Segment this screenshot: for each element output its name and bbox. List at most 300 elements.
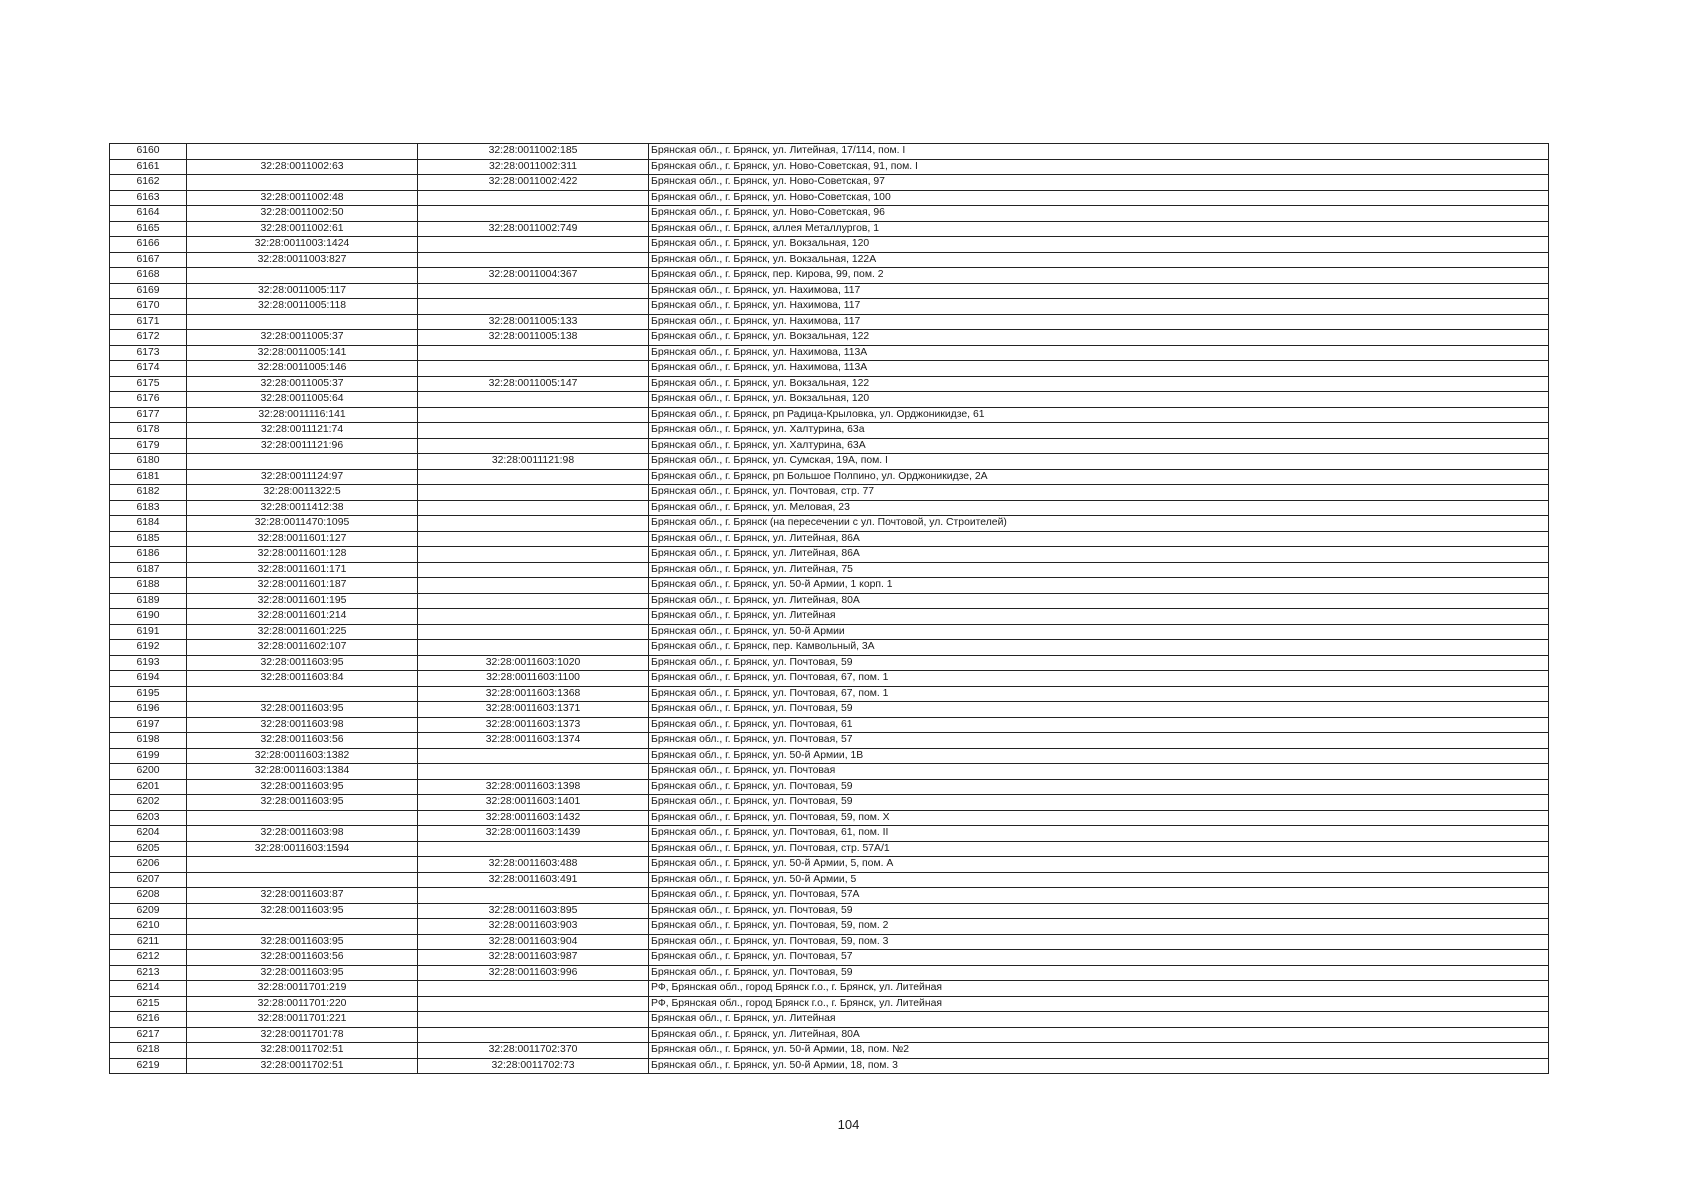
table-row	[110, 1027, 1549, 1043]
land-cadastral-number-cell: 32:28:0011702:51	[187, 1043, 418, 1059]
object-cadastral-number-cell: 32:28:0011603:904	[418, 934, 649, 950]
address-cell: Брянская обл., г. Брянск, ул. Ново-Советская, 97	[649, 175, 1549, 191]
land-cadastral-number-cell	[187, 857, 418, 873]
object-cadastral-number-cell	[418, 500, 649, 516]
land-cadastral-number-cell: 32:28:0011412:38	[187, 500, 418, 516]
address-cell: Брянская обл., г. Брянск, ул. Вокзальная, 122А	[649, 252, 1549, 268]
object-cadastral-number-cell	[418, 981, 649, 997]
table-row	[110, 655, 1549, 671]
row-number-cell: 6199	[110, 748, 187, 764]
land-cadastral-number-cell: 32:28:0011601:171	[187, 562, 418, 578]
table-row	[110, 283, 1549, 299]
land-cadastral-number-cell: 32:28:0011005:37	[187, 376, 418, 392]
land-cadastral-number-cell: 32:28:0011702:51	[187, 1058, 418, 1074]
row-number-cell: 6178	[110, 423, 187, 439]
land-cadastral-number-cell: 32:28:0011701:78	[187, 1027, 418, 1043]
object-cadastral-number-cell: 32:28:0011603:488	[418, 857, 649, 873]
land-cadastral-number-cell: 32:28:0011603:95	[187, 655, 418, 671]
row-number-cell: 6213	[110, 965, 187, 981]
table-row	[110, 1058, 1549, 1074]
table-row	[110, 190, 1549, 206]
address-cell: Брянская обл., г. Брянск, ул. Вокзальная, 120	[649, 237, 1549, 253]
address-cell: Брянская обл., г. Брянск, ул. Литейная, 80А	[649, 1027, 1549, 1043]
object-cadastral-number-cell	[418, 764, 649, 780]
object-cadastral-number-cell	[418, 562, 649, 578]
table-row	[110, 686, 1549, 702]
land-cadastral-number-cell	[187, 872, 418, 888]
address-cell: Брянская обл., г. Брянск, ул. Почтовая, 59, пом. X	[649, 810, 1549, 826]
address-cell: Брянская обл., г. Брянск, ул. 50-й Армии, 18, пом. №2	[649, 1043, 1549, 1059]
row-number-cell: 6171	[110, 314, 187, 330]
object-cadastral-number-cell	[418, 361, 649, 377]
object-cadastral-number-cell	[418, 237, 649, 253]
land-cadastral-number-cell: 32:28:0011005:117	[187, 283, 418, 299]
land-cadastral-number-cell: 32:28:0011603:95	[187, 965, 418, 981]
land-cadastral-number-cell: 32:28:0011121:74	[187, 423, 418, 439]
row-number-cell: 6185	[110, 531, 187, 547]
table-row	[110, 934, 1549, 950]
address-cell: Брянская обл., г. Брянск, ул. Нахимова, 117	[649, 314, 1549, 330]
address-cell: Брянская обл., г. Брянск, рп Радица-Крыловка, ул. Орджоникидзе, 61	[649, 407, 1549, 423]
object-cadastral-number-cell: 32:28:0011603:1401	[418, 795, 649, 811]
object-cadastral-number-cell: 32:28:0011603:1374	[418, 733, 649, 749]
land-cadastral-number-cell: 32:28:0011603:95	[187, 934, 418, 950]
land-cadastral-number-cell: 32:28:0011603:87	[187, 888, 418, 904]
object-cadastral-number-cell	[418, 283, 649, 299]
object-cadastral-number-cell: 32:28:0011603:1398	[418, 779, 649, 795]
address-cell: Брянская обл., г. Брянск, аллея Металлургов, 1	[649, 221, 1549, 237]
table-row	[110, 221, 1549, 237]
land-cadastral-number-cell: 32:28:0011601:187	[187, 578, 418, 594]
address-cell: Брянская обл., г. Брянск, ул. Почтовая, 59	[649, 655, 1549, 671]
address-cell: Брянская обл., г. Брянск, ул. 50-й Армии, 1 корп. 1	[649, 578, 1549, 594]
table-row	[110, 206, 1549, 222]
row-number-cell: 6187	[110, 562, 187, 578]
address-cell: Брянская обл., г. Брянск, пер. Камвольный, 3А	[649, 640, 1549, 656]
row-number-cell: 6162	[110, 175, 187, 191]
table-row	[110, 500, 1549, 516]
page-number: 104	[837, 1117, 860, 1132]
table-row	[110, 624, 1549, 640]
row-number-cell: 6179	[110, 438, 187, 454]
row-number-cell: 6174	[110, 361, 187, 377]
table-row	[110, 392, 1549, 408]
table-row	[110, 981, 1549, 997]
table-row	[110, 609, 1549, 625]
land-cadastral-number-cell	[187, 314, 418, 330]
object-cadastral-number-cell	[418, 888, 649, 904]
land-cadastral-number-cell: 32:28:0011005:146	[187, 361, 418, 377]
land-cadastral-number-cell: 32:28:0011002:48	[187, 190, 418, 206]
registry-table	[109, 143, 1549, 1074]
address-cell: Брянская обл., г. Брянск, ул. 50-й Армии, 5	[649, 872, 1549, 888]
object-cadastral-number-cell	[418, 252, 649, 268]
land-cadastral-number-cell	[187, 268, 418, 284]
row-number-cell: 6202	[110, 795, 187, 811]
address-cell: Брянская обл., г. Брянск, ул. Почтовая, 67, пом. 1	[649, 686, 1549, 702]
row-number-cell: 6203	[110, 810, 187, 826]
object-cadastral-number-cell	[418, 407, 649, 423]
table-row	[110, 903, 1549, 919]
land-cadastral-number-cell: 32:28:0011470:1095	[187, 516, 418, 532]
object-cadastral-number-cell: 32:28:0011002:311	[418, 159, 649, 175]
land-cadastral-number-cell: 32:28:0011005:118	[187, 299, 418, 315]
table-row	[110, 1043, 1549, 1059]
row-number-cell: 6175	[110, 376, 187, 392]
object-cadastral-number-cell	[418, 516, 649, 532]
row-number-cell: 6189	[110, 593, 187, 609]
table-row	[110, 469, 1549, 485]
object-cadastral-number-cell: 32:28:0011005:147	[418, 376, 649, 392]
row-number-cell: 6161	[110, 159, 187, 175]
table-row	[110, 531, 1549, 547]
row-number-cell: 6198	[110, 733, 187, 749]
row-number-cell: 6163	[110, 190, 187, 206]
row-number-cell: 6172	[110, 330, 187, 346]
table-row	[110, 237, 1549, 253]
object-cadastral-number-cell	[418, 624, 649, 640]
table-row	[110, 779, 1549, 795]
object-cadastral-number-cell	[418, 190, 649, 206]
row-number-cell: 6169	[110, 283, 187, 299]
row-number-cell: 6195	[110, 686, 187, 702]
land-cadastral-number-cell	[187, 810, 418, 826]
land-cadastral-number-cell: 32:28:0011003:827	[187, 252, 418, 268]
address-cell: Брянская обл., г. Брянск, ул. Почтовая, 59	[649, 965, 1549, 981]
land-cadastral-number-cell: 32:28:0011002:50	[187, 206, 418, 222]
land-cadastral-number-cell: 32:28:0011002:61	[187, 221, 418, 237]
object-cadastral-number-cell: 32:28:0011004:367	[418, 268, 649, 284]
address-cell: Брянская обл., г. Брянск, ул. Литейная, 17/114, пом. I	[649, 144, 1549, 160]
table-row	[110, 841, 1549, 857]
land-cadastral-number-cell: 32:28:0011116:141	[187, 407, 418, 423]
table-row	[110, 407, 1549, 423]
row-number-cell: 6216	[110, 1012, 187, 1028]
row-number-cell: 6214	[110, 981, 187, 997]
address-cell: РФ, Брянская обл., город Брянск г.о., г. Брянск, ул. Литейная	[649, 996, 1549, 1012]
row-number-cell: 6209	[110, 903, 187, 919]
address-cell: Брянская обл., г. Брянск, ул. Почтовая, 57	[649, 733, 1549, 749]
land-cadastral-number-cell: 32:28:0011701:221	[187, 1012, 418, 1028]
address-cell: Брянская обл., г. Брянск, ул. Меловая, 23	[649, 500, 1549, 516]
land-cadastral-number-cell	[187, 454, 418, 470]
land-cadastral-number-cell: 32:28:0011603:56	[187, 950, 418, 966]
table-row	[110, 330, 1549, 346]
land-cadastral-number-cell	[187, 175, 418, 191]
table-row	[110, 314, 1549, 330]
object-cadastral-number-cell	[418, 423, 649, 439]
land-cadastral-number-cell: 32:28:0011601:128	[187, 547, 418, 563]
object-cadastral-number-cell: 32:28:0011603:1100	[418, 671, 649, 687]
row-number-cell: 6182	[110, 485, 187, 501]
address-cell: Брянская обл., г. Брянск, ул. 50-й Армии, 18, пом. 3	[649, 1058, 1549, 1074]
land-cadastral-number-cell: 32:28:0011601:214	[187, 609, 418, 625]
row-number-cell: 6212	[110, 950, 187, 966]
table-row	[110, 733, 1549, 749]
table-row	[110, 702, 1549, 718]
address-cell: Брянская обл., г. Брянск, ул. Литейная, 75	[649, 562, 1549, 578]
object-cadastral-number-cell	[418, 996, 649, 1012]
table-row	[110, 376, 1549, 392]
object-cadastral-number-cell	[418, 578, 649, 594]
land-cadastral-number-cell: 32:28:0011603:95	[187, 702, 418, 718]
table-row	[110, 144, 1549, 160]
table-row	[110, 965, 1549, 981]
address-cell: Брянская обл., г. Брянск, ул. Литейная, 80А	[649, 593, 1549, 609]
row-number-cell: 6183	[110, 500, 187, 516]
row-number-cell: 6215	[110, 996, 187, 1012]
table-row	[110, 423, 1549, 439]
object-cadastral-number-cell: 32:28:0011603:1432	[418, 810, 649, 826]
address-cell: Брянская обл., г. Брянск, ул. 50-й Армии	[649, 624, 1549, 640]
table-row	[110, 826, 1549, 842]
row-number-cell: 6184	[110, 516, 187, 532]
address-cell: Брянская обл., г. Брянск, ул. 50-й Армии, 1В	[649, 748, 1549, 764]
table-row	[110, 268, 1549, 284]
address-cell: Брянская обл., г. Брянск, ул. Литейная, 86А	[649, 531, 1549, 547]
address-cell: Брянская обл., г. Брянск, ул. Литейная	[649, 1012, 1549, 1028]
table-row	[110, 516, 1549, 532]
address-cell: Брянская обл., г. Брянск, ул. 50-й Армии, 5, пом. А	[649, 857, 1549, 873]
address-cell: Брянская обл., г. Брянск, ул. Почтовая, 61, пом. II	[649, 826, 1549, 842]
object-cadastral-number-cell: 32:28:0011603:903	[418, 919, 649, 935]
address-cell: Брянская обл., г. Брянск, ул. Почтовая, 57	[649, 950, 1549, 966]
land-cadastral-number-cell: 32:28:0011603:98	[187, 826, 418, 842]
address-cell: Брянская обл., г. Брянск, ул. Вокзальная, 122	[649, 376, 1549, 392]
row-number-cell: 6200	[110, 764, 187, 780]
address-cell: Брянская обл., г. Брянск, ул. Вокзальная, 120	[649, 392, 1549, 408]
object-cadastral-number-cell	[418, 640, 649, 656]
object-cadastral-number-cell: 32:28:0011005:133	[418, 314, 649, 330]
land-cadastral-number-cell: 32:28:0011603:84	[187, 671, 418, 687]
table-row	[110, 299, 1549, 315]
land-cadastral-number-cell	[187, 686, 418, 702]
object-cadastral-number-cell: 32:28:0011002:749	[418, 221, 649, 237]
object-cadastral-number-cell: 32:28:0011603:1439	[418, 826, 649, 842]
table-row	[110, 888, 1549, 904]
row-number-cell: 6186	[110, 547, 187, 563]
table-row	[110, 345, 1549, 361]
row-number-cell: 6188	[110, 578, 187, 594]
land-cadastral-number-cell: 32:28:0011603:95	[187, 795, 418, 811]
address-cell: Брянская обл., г. Брянск, ул. Литейная, 86А	[649, 547, 1549, 563]
table-row	[110, 485, 1549, 501]
table-row	[110, 438, 1549, 454]
address-cell: Брянская обл., г. Брянск, ул. Ново-Советская, 96	[649, 206, 1549, 222]
object-cadastral-number-cell	[418, 392, 649, 408]
address-cell: Брянская обл., г. Брянск, ул. Литейная	[649, 609, 1549, 625]
row-number-cell: 6193	[110, 655, 187, 671]
object-cadastral-number-cell: 32:28:0011603:1371	[418, 702, 649, 718]
address-cell: Брянская обл., г. Брянск, ул. Нахимова, 113А	[649, 361, 1549, 377]
table-row	[110, 872, 1549, 888]
address-cell: Брянская обл., г. Брянск, ул. Вокзальная, 122	[649, 330, 1549, 346]
object-cadastral-number-cell: 32:28:0011603:1020	[418, 655, 649, 671]
object-cadastral-number-cell: 32:28:0011702:73	[418, 1058, 649, 1074]
land-cadastral-number-cell: 32:28:0011603:1382	[187, 748, 418, 764]
table-row	[110, 361, 1549, 377]
object-cadastral-number-cell: 32:28:0011005:138	[418, 330, 649, 346]
land-cadastral-number-cell: 32:28:0011121:96	[187, 438, 418, 454]
address-cell: РФ, Брянская обл., город Брянск г.о., г. Брянск, ул. Литейная	[649, 981, 1549, 997]
row-number-cell: 6205	[110, 841, 187, 857]
row-number-cell: 6211	[110, 934, 187, 950]
address-cell: Брянская обл., г. Брянск, ул. Халтурина, 63А	[649, 438, 1549, 454]
land-cadastral-number-cell: 32:28:0011601:195	[187, 593, 418, 609]
address-cell: Брянская обл., г. Брянск, ул. Почтовая, 59, пом. 3	[649, 934, 1549, 950]
address-cell: Брянская обл., г. Брянск, ул. Почтовая, 59, пом. 2	[649, 919, 1549, 935]
address-cell: Брянская обл., г. Брянск, ул. Почтовая, 57А	[649, 888, 1549, 904]
row-number-cell: 6176	[110, 392, 187, 408]
row-number-cell: 6181	[110, 469, 187, 485]
object-cadastral-number-cell: 32:28:0011603:1368	[418, 686, 649, 702]
table-row	[110, 764, 1549, 780]
table-row	[110, 810, 1549, 826]
address-cell: Брянская обл., г. Брянск, ул. Почтовая, стр. 77	[649, 485, 1549, 501]
table-row	[110, 795, 1549, 811]
object-cadastral-number-cell	[418, 748, 649, 764]
address-cell: Брянская обл., г. Брянск, ул. Почтовая, 59	[649, 795, 1549, 811]
table-row	[110, 593, 1549, 609]
land-cadastral-number-cell: 32:28:0011005:64	[187, 392, 418, 408]
row-number-cell: 6164	[110, 206, 187, 222]
land-cadastral-number-cell: 32:28:0011124:97	[187, 469, 418, 485]
address-cell: Брянская обл., г. Брянск, ул. Нахимова, 117	[649, 299, 1549, 315]
table-row	[110, 671, 1549, 687]
table-row	[110, 748, 1549, 764]
table-row	[110, 1012, 1549, 1028]
address-cell: Брянская обл., г. Брянск, ул. Ново-Советская, 91, пом. I	[649, 159, 1549, 175]
land-cadastral-number-cell: 32:28:0011603:95	[187, 779, 418, 795]
row-number-cell: 6173	[110, 345, 187, 361]
address-cell: Брянская обл., г. Брянск, ул. Почтовая, 67, пом. 1	[649, 671, 1549, 687]
address-cell: Брянская обл., г. Брянск, ул. Почтовая	[649, 764, 1549, 780]
object-cadastral-number-cell: 32:28:0011603:987	[418, 950, 649, 966]
address-cell: Брянская обл., г. Брянск, ул. Сумская, 19А, пом. I	[649, 454, 1549, 470]
row-number-cell: 6197	[110, 717, 187, 733]
object-cadastral-number-cell	[418, 485, 649, 501]
land-cadastral-number-cell	[187, 919, 418, 935]
address-cell: Брянская обл., г. Брянск (на пересечении с ул. Почтовой, ул. Строителей)	[649, 516, 1549, 532]
object-cadastral-number-cell: 32:28:0011603:1373	[418, 717, 649, 733]
row-number-cell: 6204	[110, 826, 187, 842]
address-cell: Брянская обл., г. Брянск, ул. Нахимова, 113А	[649, 345, 1549, 361]
row-number-cell: 6210	[110, 919, 187, 935]
object-cadastral-number-cell	[418, 609, 649, 625]
table-row	[110, 857, 1549, 873]
object-cadastral-number-cell: 32:28:0011002:185	[418, 144, 649, 160]
row-number-cell: 6180	[110, 454, 187, 470]
table-row	[110, 562, 1549, 578]
land-cadastral-number-cell: 32:28:0011603:1384	[187, 764, 418, 780]
land-cadastral-number-cell: 32:28:0011003:1424	[187, 237, 418, 253]
address-cell: Брянская обл., г. Брянск, ул. Почтовая, 59	[649, 702, 1549, 718]
row-number-cell: 6192	[110, 640, 187, 656]
land-cadastral-number-cell: 32:28:0011601:225	[187, 624, 418, 640]
row-number-cell: 6166	[110, 237, 187, 253]
object-cadastral-number-cell	[418, 547, 649, 563]
row-number-cell: 6196	[110, 702, 187, 718]
row-number-cell: 6201	[110, 779, 187, 795]
table-row	[110, 919, 1549, 935]
address-cell: Брянская обл., г. Брянск, ул. Почтовая, 59	[649, 779, 1549, 795]
row-number-cell: 6217	[110, 1027, 187, 1043]
land-cadastral-number-cell: 32:28:0011322:5	[187, 485, 418, 501]
address-cell: Брянская обл., г. Брянск, ул. Нахимова, 117	[649, 283, 1549, 299]
table-row	[110, 175, 1549, 191]
object-cadastral-number-cell: 32:28:0011603:996	[418, 965, 649, 981]
row-number-cell: 6191	[110, 624, 187, 640]
object-cadastral-number-cell	[418, 345, 649, 361]
object-cadastral-number-cell: 32:28:0011603:895	[418, 903, 649, 919]
table-row	[110, 996, 1549, 1012]
land-cadastral-number-cell: 32:28:0011603:1594	[187, 841, 418, 857]
land-cadastral-number-cell: 32:28:0011005:37	[187, 330, 418, 346]
registry-table-body	[110, 144, 1549, 1074]
object-cadastral-number-cell: 32:28:0011121:98	[418, 454, 649, 470]
land-cadastral-number-cell: 32:28:0011005:141	[187, 345, 418, 361]
land-cadastral-number-cell: 32:28:0011701:220	[187, 996, 418, 1012]
row-number-cell: 6160	[110, 144, 187, 160]
object-cadastral-number-cell	[418, 206, 649, 222]
land-cadastral-number-cell: 32:28:0011002:63	[187, 159, 418, 175]
row-number-cell: 6170	[110, 299, 187, 315]
land-cadastral-number-cell: 32:28:0011601:127	[187, 531, 418, 547]
row-number-cell: 6168	[110, 268, 187, 284]
land-cadastral-number-cell: 32:28:0011603:98	[187, 717, 418, 733]
object-cadastral-number-cell	[418, 1027, 649, 1043]
land-cadastral-number-cell: 32:28:0011603:56	[187, 733, 418, 749]
land-cadastral-number-cell: 32:28:0011603:95	[187, 903, 418, 919]
row-number-cell: 6165	[110, 221, 187, 237]
object-cadastral-number-cell: 32:28:0011702:370	[418, 1043, 649, 1059]
table-row	[110, 640, 1549, 656]
row-number-cell: 6208	[110, 888, 187, 904]
address-cell: Брянская обл., г. Брянск, ул. Халтурина, 63а	[649, 423, 1549, 439]
address-cell: Брянская обл., г. Брянск, ул. Почтовая, 59	[649, 903, 1549, 919]
object-cadastral-number-cell	[418, 531, 649, 547]
row-number-cell: 6177	[110, 407, 187, 423]
address-cell: Брянская обл., г. Брянск, ул. Ново-Советская, 100	[649, 190, 1549, 206]
object-cadastral-number-cell	[418, 299, 649, 315]
address-cell: Брянская обл., г. Брянск, пер. Кирова, 99, пом. 2	[649, 268, 1549, 284]
row-number-cell: 6219	[110, 1058, 187, 1074]
row-number-cell: 6167	[110, 252, 187, 268]
address-cell: Брянская обл., г. Брянск, рп Большое Полпино, ул. Орджоникидзе, 2А	[649, 469, 1549, 485]
table-row	[110, 950, 1549, 966]
land-cadastral-number-cell	[187, 144, 418, 160]
row-number-cell: 6194	[110, 671, 187, 687]
object-cadastral-number-cell	[418, 469, 649, 485]
address-cell: Брянская обл., г. Брянск, ул. Почтовая, стр. 57А/1	[649, 841, 1549, 857]
address-cell: Брянская обл., г. Брянск, ул. Почтовая, 61	[649, 717, 1549, 733]
row-number-cell: 6206	[110, 857, 187, 873]
table-row	[110, 717, 1549, 733]
object-cadastral-number-cell: 32:28:0011002:422	[418, 175, 649, 191]
object-cadastral-number-cell	[418, 438, 649, 454]
table-row	[110, 252, 1549, 268]
table-row	[110, 578, 1549, 594]
object-cadastral-number-cell: 32:28:0011603:491	[418, 872, 649, 888]
object-cadastral-number-cell	[418, 1012, 649, 1028]
table-row	[110, 454, 1549, 470]
row-number-cell: 6190	[110, 609, 187, 625]
table-row	[110, 159, 1549, 175]
land-cadastral-number-cell: 32:28:0011602:107	[187, 640, 418, 656]
row-number-cell: 6218	[110, 1043, 187, 1059]
table-row	[110, 547, 1549, 563]
object-cadastral-number-cell	[418, 593, 649, 609]
